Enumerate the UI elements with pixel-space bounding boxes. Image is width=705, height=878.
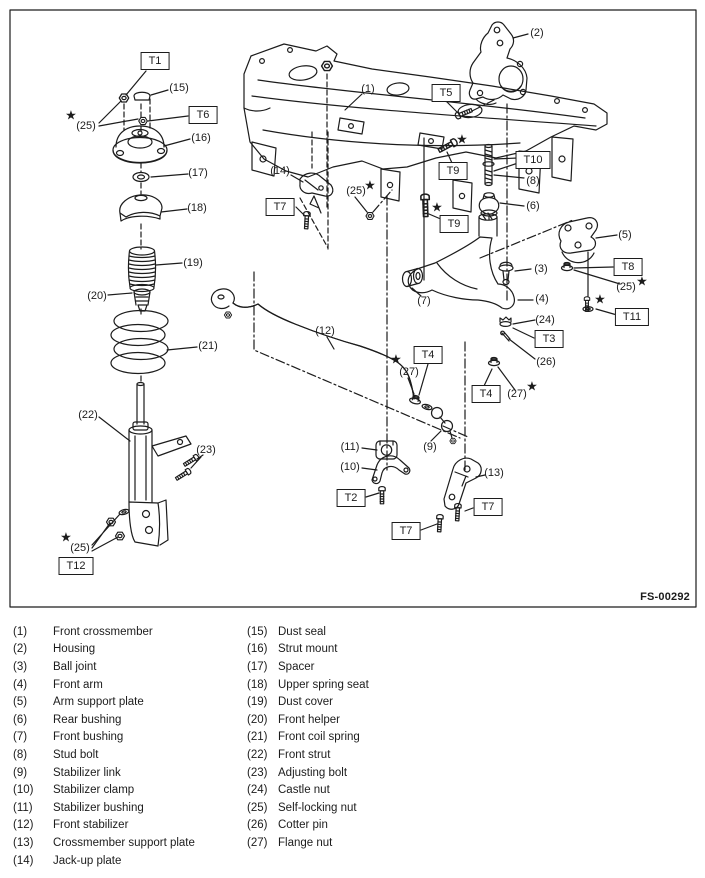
legend-part-name: Castle nut — [278, 784, 330, 797]
torque-ref-label: T7 — [474, 498, 503, 516]
star-icon: ★ — [636, 273, 648, 289]
legend-row — [247, 641, 369, 659]
legend-part-name: Strut mount — [278, 643, 338, 656]
part-number-callout: (2) — [530, 27, 544, 39]
star-icon: ★ — [431, 199, 443, 215]
part-number-callout: (6) — [526, 200, 540, 212]
legend-row — [247, 746, 369, 764]
legend-part-name: Cotter pin — [278, 819, 328, 832]
legend-part-name: Dust cover — [278, 696, 333, 709]
torque-ref-label: T7 — [266, 198, 295, 216]
legend-row — [13, 658, 195, 676]
legend-part-name: Rear bushing — [53, 713, 122, 726]
legend-part-name: Ball joint — [53, 660, 97, 673]
legend-part-number: (24) — [247, 784, 268, 797]
star-icon: ★ — [60, 529, 72, 545]
part-number-callout: (25) — [346, 185, 366, 197]
star-icon: ★ — [390, 351, 402, 367]
part-number-callout: (13) — [484, 467, 504, 479]
legend-row — [247, 623, 369, 641]
legend-row — [13, 799, 195, 817]
legend-part-name: Stud bolt — [53, 748, 99, 761]
legend-part-name: Adjusting bolt — [278, 766, 348, 779]
legend-part-name: Front strut — [278, 748, 331, 761]
torque-ref-label: T5 — [432, 84, 461, 102]
legend-part-number: (12) — [13, 819, 34, 832]
legend-part-name: Self-locking nut — [278, 801, 357, 814]
legend-part-name: Front stabilizer — [53, 819, 129, 832]
legend-row — [247, 781, 369, 799]
legend-part-name: Front coil spring — [278, 731, 360, 744]
torque-ref-label: T4 — [414, 346, 443, 364]
torque-ref-label: T8 — [614, 258, 643, 276]
legend-part-number: (19) — [247, 696, 268, 709]
part-number-callout: (5) — [618, 229, 632, 241]
part-number-callout: (21) — [198, 340, 218, 352]
legend-part-name: Flange nut — [278, 836, 333, 849]
legend-part-number: (16) — [247, 643, 268, 656]
part-number-callout: (1) — [361, 83, 375, 95]
star-icon: ★ — [364, 177, 376, 193]
legend-row — [247, 764, 369, 782]
legend-part-number: (25) — [247, 801, 268, 814]
torque-ref-label: T9 — [440, 215, 469, 233]
star-icon: ★ — [594, 291, 606, 307]
legend-part-number: (9) — [13, 766, 28, 779]
legend-row — [13, 746, 195, 764]
legend-part-number: (21) — [247, 731, 268, 744]
part-number-callout: (14) — [270, 165, 290, 177]
legend-part-number: (22) — [247, 748, 268, 761]
legend-left-column — [13, 623, 195, 869]
part-number-callout: (27) — [507, 388, 527, 400]
torque-ref-label: T11 — [615, 308, 649, 326]
legend-row — [13, 729, 195, 747]
legend-part-name: Front bushing — [53, 731, 124, 744]
part-number-callout: (8) — [526, 175, 540, 187]
legend-part-number: (15) — [247, 625, 268, 638]
star-icon: ★ — [526, 378, 538, 394]
torque-ref-label: T1 — [141, 52, 170, 70]
legend-right-column — [247, 623, 369, 852]
part-number-callout: (18) — [187, 202, 207, 214]
legend-part-name: Stabilizer clamp — [53, 784, 135, 797]
legend-part-number: (3) — [13, 660, 28, 673]
legend-part-number: (1) — [13, 625, 28, 638]
part-number-callout: (3) — [534, 263, 548, 275]
legend-part-number: (7) — [13, 731, 28, 744]
legend-part-name: Crossmember support plate — [53, 836, 195, 849]
legend-row — [13, 817, 195, 835]
legend-part-number: (10) — [13, 784, 34, 797]
part-number-callout: (11) — [340, 441, 360, 453]
legend-part-name: Stabilizer bushing — [53, 801, 144, 814]
part-number-callout: (26) — [536, 356, 556, 368]
legend-row — [247, 817, 369, 835]
legend-part-name: Jack-up plate — [53, 854, 122, 867]
torque-ref-label: T6 — [189, 106, 218, 124]
legend-part-number: (23) — [247, 766, 268, 779]
figure-code: FS-00292 — [640, 591, 690, 603]
legend-part-number: (6) — [13, 713, 28, 726]
part-number-callout: (9) — [423, 441, 437, 453]
legend-part-number: (13) — [13, 836, 34, 849]
legend-row — [247, 693, 369, 711]
part-number-callout: (7) — [417, 295, 431, 307]
legend-row — [247, 711, 369, 729]
torque-ref-label: T2 — [337, 489, 366, 507]
legend-part-number: (11) — [13, 801, 33, 814]
legend-part-name: Front arm — [53, 678, 103, 691]
legend-row — [13, 693, 195, 711]
legend-row — [13, 834, 195, 852]
legend-part-number: (2) — [13, 643, 28, 656]
legend-part-number: (18) — [247, 678, 268, 691]
part-number-callout: (24) — [535, 314, 555, 326]
part-number-callout: (15) — [169, 82, 189, 94]
legend-part-name: Arm support plate — [53, 696, 144, 709]
torque-ref-label: T10 — [516, 151, 551, 169]
torque-ref-label: T3 — [535, 330, 564, 348]
legend-part-number: (8) — [13, 748, 28, 761]
torque-ref-label: T9 — [439, 162, 468, 180]
legend-part-number: (20) — [247, 713, 268, 726]
part-number-callout: (25) — [76, 120, 96, 132]
legend-row — [247, 676, 369, 694]
legend-row — [13, 711, 195, 729]
legend-row — [13, 852, 195, 870]
legend-row — [247, 729, 369, 747]
legend-part-name: Spacer — [278, 660, 315, 673]
part-number-callout: (25) — [70, 542, 90, 554]
legend-part-name: Front helper — [278, 713, 341, 726]
legend-row — [13, 764, 195, 782]
legend-part-name: Upper spring seat — [278, 678, 369, 691]
legend-part-number: (14) — [13, 854, 34, 867]
part-number-callout: (22) — [78, 409, 98, 421]
legend-row — [13, 781, 195, 799]
legend-row — [247, 658, 369, 676]
part-number-callout: (12) — [315, 325, 335, 337]
legend-part-name: Front crossmember — [53, 625, 153, 638]
part-number-callout: (16) — [191, 132, 211, 144]
star-icon: ★ — [65, 107, 77, 123]
star-icon: ★ — [456, 131, 468, 147]
legend-row — [247, 834, 369, 852]
legend-row — [13, 623, 195, 641]
part-number-callout: (20) — [87, 290, 107, 302]
part-number-callout: (10) — [340, 461, 360, 473]
legend-part-number: (4) — [13, 678, 28, 691]
legend-row — [247, 799, 369, 817]
legend-part-number: (26) — [247, 819, 268, 832]
legend-part-name: Dust seal — [278, 625, 326, 638]
part-number-callout: (17) — [188, 167, 208, 179]
part-number-callout: (25) — [616, 281, 636, 293]
torque-ref-label: T7 — [392, 522, 421, 540]
legend-part-number: (17) — [247, 660, 268, 673]
part-number-callout: (23) — [196, 444, 216, 456]
part-number-callout: (4) — [535, 293, 549, 305]
legend-part-number: (5) — [13, 696, 28, 709]
torque-ref-label: T4 — [472, 385, 501, 403]
legend-row — [13, 641, 195, 659]
part-number-callout: (27) — [399, 366, 419, 378]
legend-part-name: Housing — [53, 643, 96, 656]
torque-ref-label: T12 — [59, 557, 94, 575]
legend-part-number: (27) — [247, 836, 268, 849]
legend-row — [13, 676, 195, 694]
part-number-callout: (19) — [183, 257, 203, 269]
legend-part-name: Stabilizer link — [53, 766, 121, 779]
